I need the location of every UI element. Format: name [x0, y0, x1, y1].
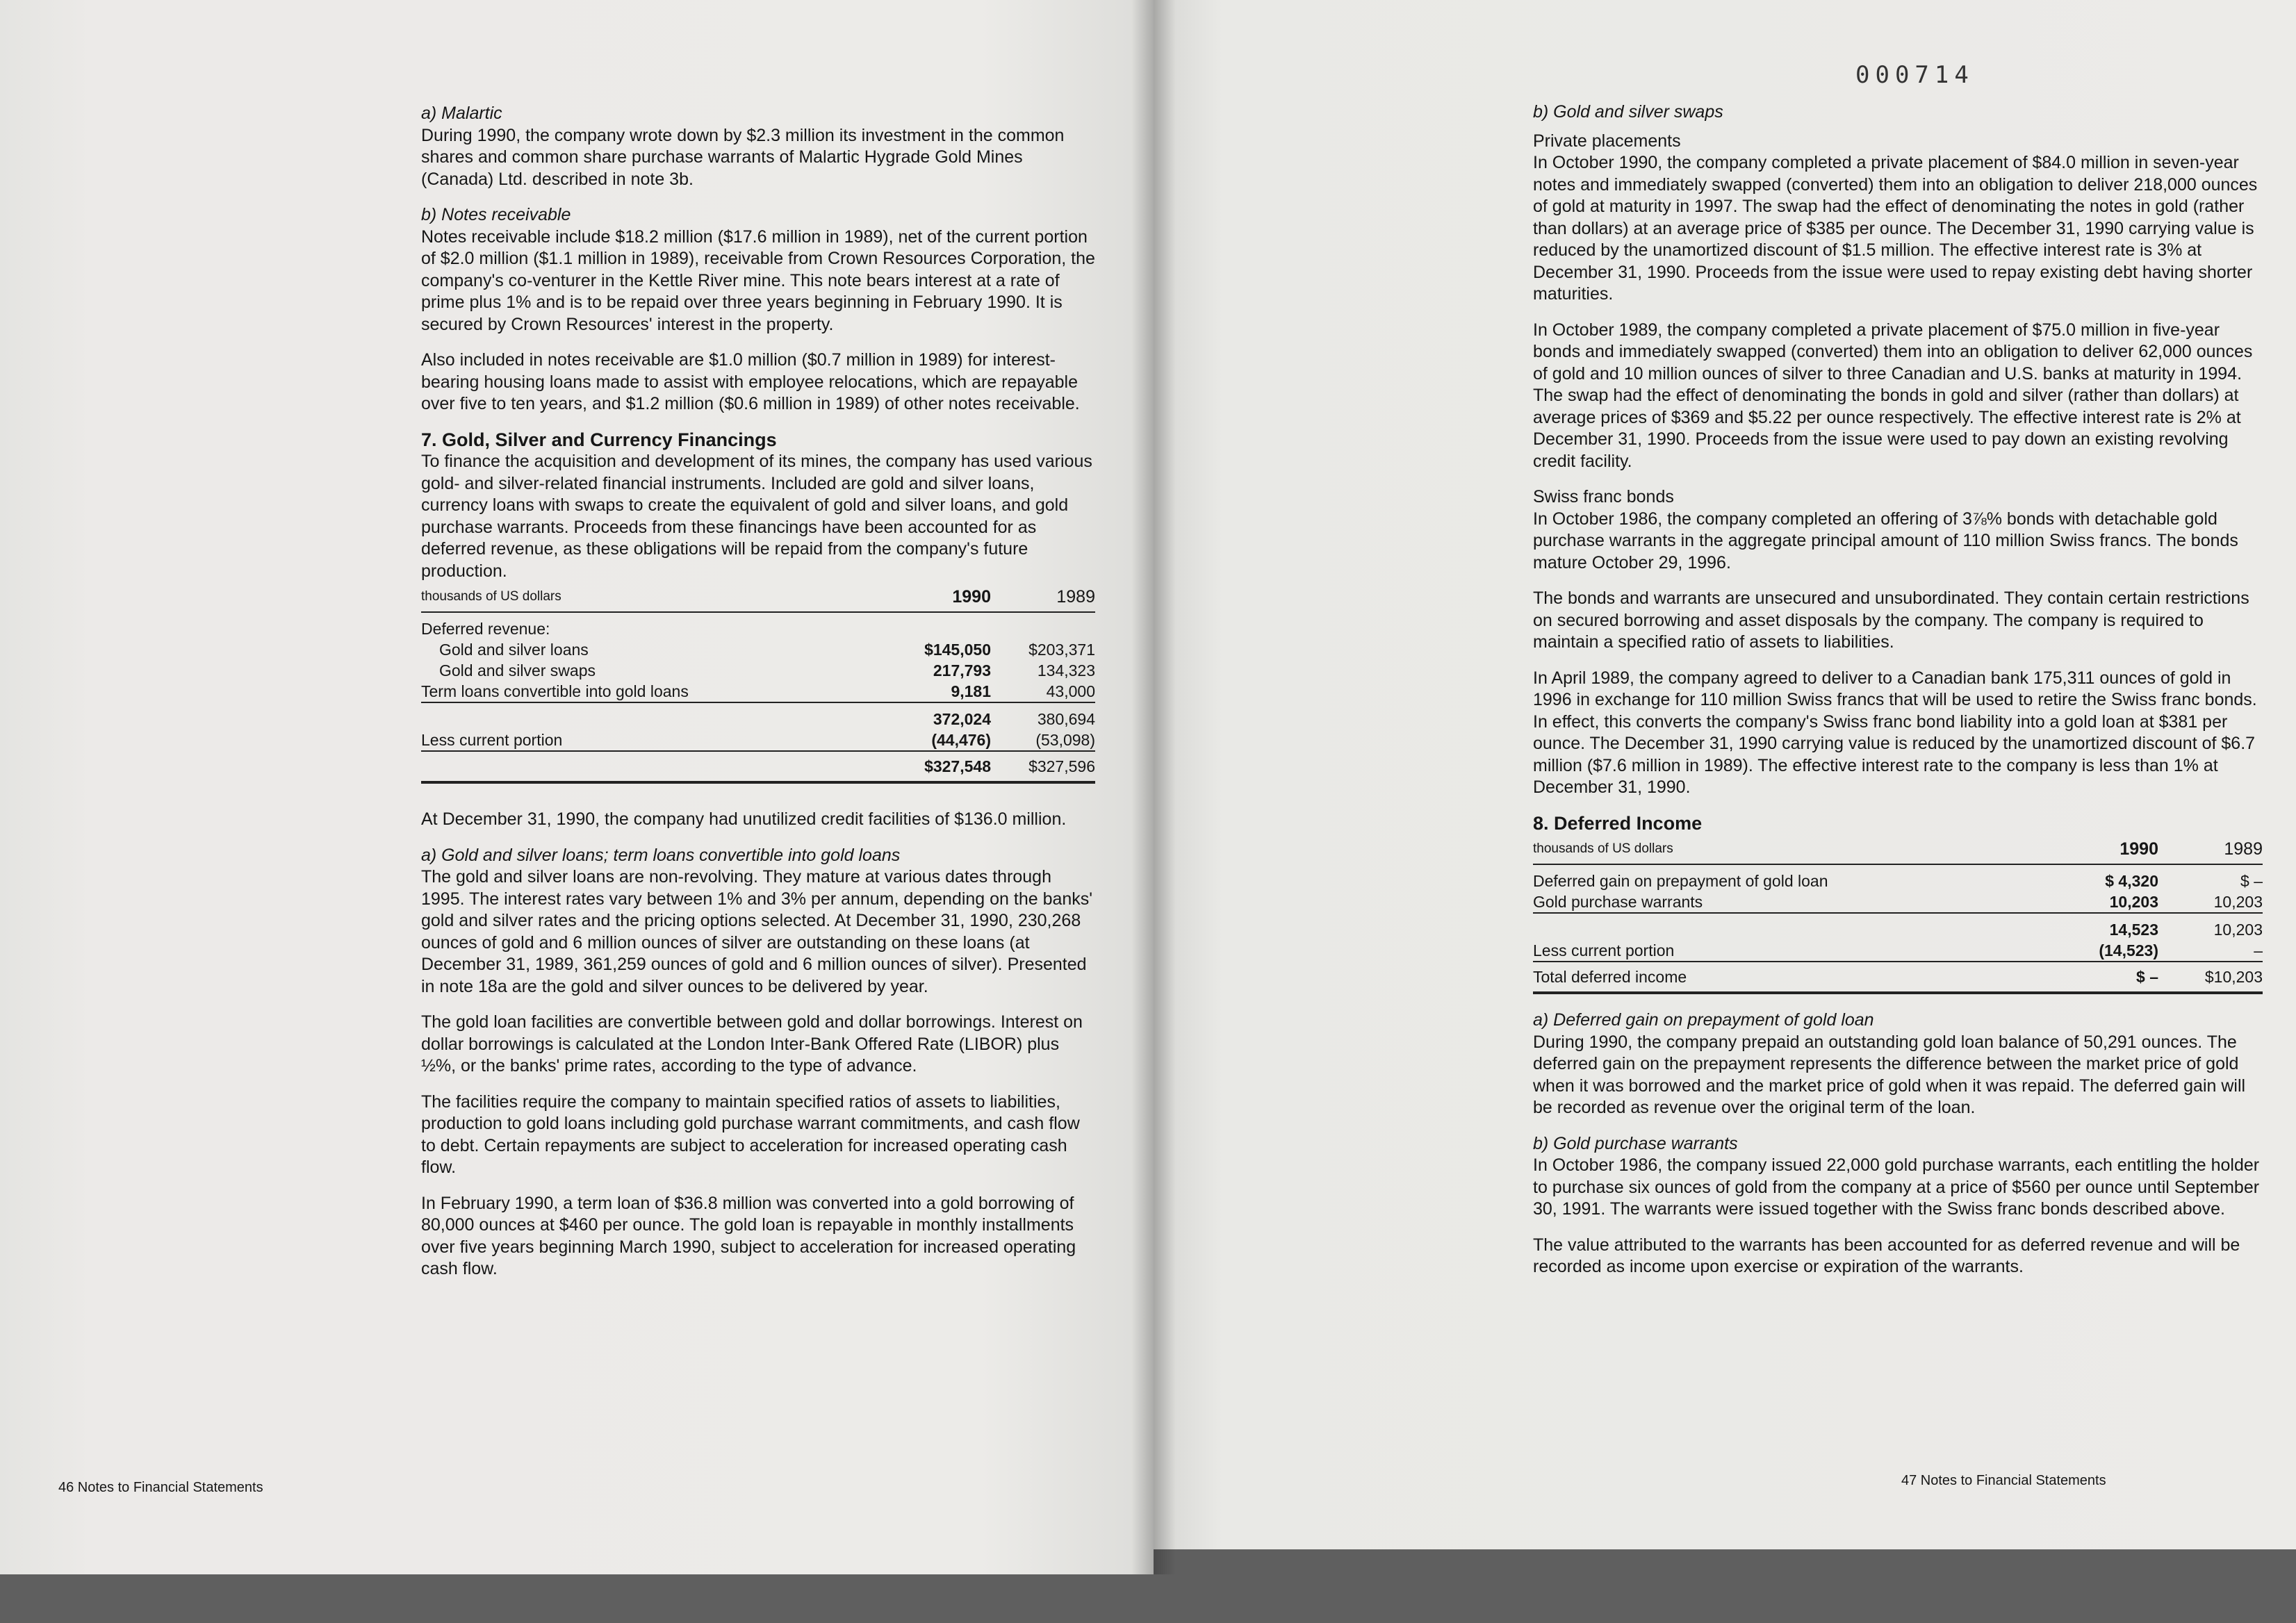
gold-silver-loans-heading: a) Gold and silver loans; term loans convertible into gold loans	[421, 845, 901, 865]
note-7-heading: 7. Gold, Silver and Currency Financings	[421, 429, 777, 450]
table-subtotal-row: 372,024 380,694	[933, 710, 1095, 728]
malartic-paragraph: During 1990, the company wrote down by $2.3 million its investment in the common shares and common share purchase warrants of Malartic Hygrade Gold Mines (Canada) Ltd. described in note 3b.	[421, 125, 1065, 189]
gold-silver-loans-paragraph-3: The facilities require the company to maintain specified ratios of assets to liabilities, production to gold loans including gold purchase warrant commitments, and cash flow to debt. Certain repayments are subject to acceleration for increased operating cash flow.	[421, 1091, 1080, 1177]
gold-purchase-warrants-paragraph-2: The value attributed to the warrants has been accounted for as deferred revenue and will be recorded as income upon exercise or expiration of the warrants.	[1533, 1235, 2240, 1276]
table-units: thousands of US dollars	[1533, 839, 2054, 864]
gold-purchase-warrants-heading: b) Gold purchase warrants	[1533, 1133, 1738, 1153]
swiss-franc-bonds-label: Swiss franc bonds	[1533, 487, 1674, 506]
private-placements-paragraph-2: In October 1989, the company completed a private placement of $75.0 million in five-year bonds and immediately swapped (converted) them into an obligation to deliver 62,000 ounces of gold and 10 million ounces of silver to three Canadian and U.S. banks at maturity in 1994. The swap had the effect of denominating the bonds in gold and silver (rather than dollars) at average prices of $369 and $5.22 per ounce respectively. The effective interest rate is 2% at December 31, 1990. Proceeds from the issue were used to pay down an existing revolving credit facility.	[1533, 320, 2253, 471]
left-page-footer: 46 Notes to Financial Statements	[58, 1480, 263, 1495]
gold-silver-loans-paragraph-4: In February 1990, a term loan of $36.8 million was converted into a gold borrowing of 80,000 ounces at $460 per ounce. The gold loan is repayable in monthly installments over five years beginning March 1990, subject to acceleration for increased operating cash flow.	[421, 1193, 1076, 1278]
note-7-paragraph: To finance the acquisition and development of its mines, the company has used various gold- and silver-related financial instruments. Included are gold and silver loans, currency loans with swaps to create the equivalent of gold and silver loans, and gold purchase warrants. Proceeds from these financings have been accounted for as deferred revenue, as these obligations will be repaid from the company's future production.	[421, 452, 1092, 581]
right-page	[1154, 0, 2296, 1549]
credit-facilities-paragraph: At December 31, 1990, the company had unutilized credit facilities of $136.0 million.	[421, 809, 1067, 829]
notes-receivable-paragraph-1: Notes receivable include $18.2 million ($17.6 million in 1989), net of the current portion of $2.0 million ($1.1 million in 1989), receivable from Crown Resources Corporation, the company's co-venturer in the Kettle River mine. This note bears interest at a rate of prime plus 1% and is to be repaid over three years beginning in February 1990. It is secured by Crown Resources' interest in the property.	[421, 226, 1095, 334]
table-less-row: Less current portion (44,476) (53,098)	[421, 731, 1095, 749]
table-heading: Deferred revenue:	[421, 620, 550, 638]
table-less-row: Less current portion (14,523) –	[1533, 941, 2263, 959]
table-year-1989: 1989	[991, 586, 1095, 612]
right-page-footer: 47 Notes to Financial Statements	[1901, 1473, 2106, 1488]
gold-silver-loans-paragraph-1: The gold and silver loans are non-revolving. They mature at various dates through 1995. The interest rates vary between 1% and 3% per annum, depending on the banks' gold and silver rates and the pricing options selected. At December 31, 1990, 230,268 ounces of gold and 6 million ounces of silver are outstanding on these loans (at December 31, 1989, 361,259 ounces of gold and 6 million ounces of silver). Presented in note 18a are the gold and silver ounces to be delivered by year.	[421, 867, 1093, 996]
right-column	[1533, 101, 2263, 1292]
swiss-franc-paragraph-2: The bonds and warrants are unsecured and unsubordinated. They contain certain restrictions on secured borrowing and asset disposals by the company. The company is required to maintain a specified ratio of assets to liabilities.	[1533, 588, 2249, 652]
swiss-franc-paragraph-1: In October 1986, the company completed an offering of 3⅞% bonds with detachable gold purchase warrants in the aggregate principal amount of 110 million Swiss francs. The bonds mature October 29, 1996.	[1533, 509, 2238, 572]
table-year-1989: 1989	[2158, 839, 2263, 864]
table-subtotal-row: 14,523 10,203	[2109, 921, 2263, 939]
left-page	[0, 0, 1154, 1574]
deferred-gain-paragraph: During 1990, the company prepaid an outstanding gold loan balance of 50,291 ounces. The deferred gain on the prepayment represents the difference between the market price of gold when it was borrowed and the market price of gold when it was repaid. The deferred gain will be recorded as revenue over the original term of the loan.	[1533, 1032, 2246, 1117]
table-row: Gold and silver loans $145,050 $203,371	[439, 641, 1095, 659]
deferred-income-table	[1533, 839, 2263, 994]
notes-receivable-heading: b) Notes receivable	[421, 205, 571, 224]
table-year-1990: 1990	[2054, 839, 2158, 864]
left-column	[421, 103, 1095, 1294]
note-8-heading: 8. Deferred Income	[1533, 812, 1703, 834]
private-placements-label: Private placements	[1533, 131, 1681, 151]
deferred-revenue-table	[421, 586, 1095, 784]
table-row: Deferred gain on prepayment of gold loan $ 4,320 $ –	[1533, 872, 2263, 890]
deferred-gain-heading: a) Deferred gain on prepayment of gold loan	[1533, 1010, 1874, 1030]
gold-silver-loans-paragraph-2: The gold loan facilities are convertible between gold and dollar borrowings. Interest on dollar borrowings is calculated at the London Inter-Bank Offered Rate (LIBOR) plus ½%, or the banks' prime rates, according to the type of advance.	[421, 1012, 1083, 1076]
gold-purchase-warrants-paragraph-1: In October 1986, the company issued 22,000 gold purchase warrants, each entitling the holder to purchase six ounces of gold from the company at a price of $560 per ounce until September 30, 1991. The warrants were issued together with the Swiss franc bonds described above.	[1533, 1155, 2260, 1219]
swiss-franc-paragraph-3: In April 1989, the company agreed to deliver to a Canadian bank 175,311 ounces of gold in 1996 in exchange for 110 million Swiss francs that will be used to retire the Swiss franc bonds. In effect, this converts the company's Swiss franc bond liability into a gold loan at $381 per ounce. The December 31, 1990 carrying value is reduced by the unamortized discount of $6.7 million ($7.6 million in 1989). The effective interest rate to the company is less than 1% at December 31, 1990.	[1533, 668, 2257, 797]
notes-receivable-paragraph-2: Also included in notes receivable are $1.0 million ($0.7 million in 1989) for interest-bearing housing loans made to assist with employee relocations, which are repayable over five to ten years, and $1.2 million ($0.6 million in 1989) of other notes receivable.	[421, 350, 1080, 413]
gold-silver-swaps-heading: b) Gold and silver swaps	[1533, 102, 1723, 122]
page-stamp: 000714	[1855, 61, 1974, 89]
table-row: Gold purchase warrants 10,203 10,203	[1533, 891, 2263, 913]
table-total-row: $327,548 $327,596	[421, 751, 1095, 782]
book-gutter	[1131, 0, 1176, 1574]
table-row: Gold and silver swaps 217,793 134,323	[439, 661, 1095, 679]
table-total-row: Total deferred income $ – $10,203	[1533, 962, 2263, 993]
table-row: Term loans convertible into gold loans 9,181 43,000	[421, 681, 1095, 702]
private-placements-paragraph-1: In October 1990, the company completed a private placement of $84.0 million in seven-year notes and immediately swapped (converted) them into an obligation to deliver 218,000 ounces of gold at maturity in 1997. The swap had the effect of denominating the notes in gold (rather than dollars) at an average price of $385 per ounce. The December 31, 1990 carrying value is reduced by the unamortized discount of $1.5 million. The effective interest rate is 3% at December 31, 1990. Proceeds from the issue were used to repay existing debt having shorter maturities.	[1533, 153, 2258, 304]
malartic-heading: a) Malartic	[421, 104, 502, 123]
table-units: thousands of US dollars	[421, 586, 887, 612]
table-year-1990: 1990	[887, 586, 991, 612]
